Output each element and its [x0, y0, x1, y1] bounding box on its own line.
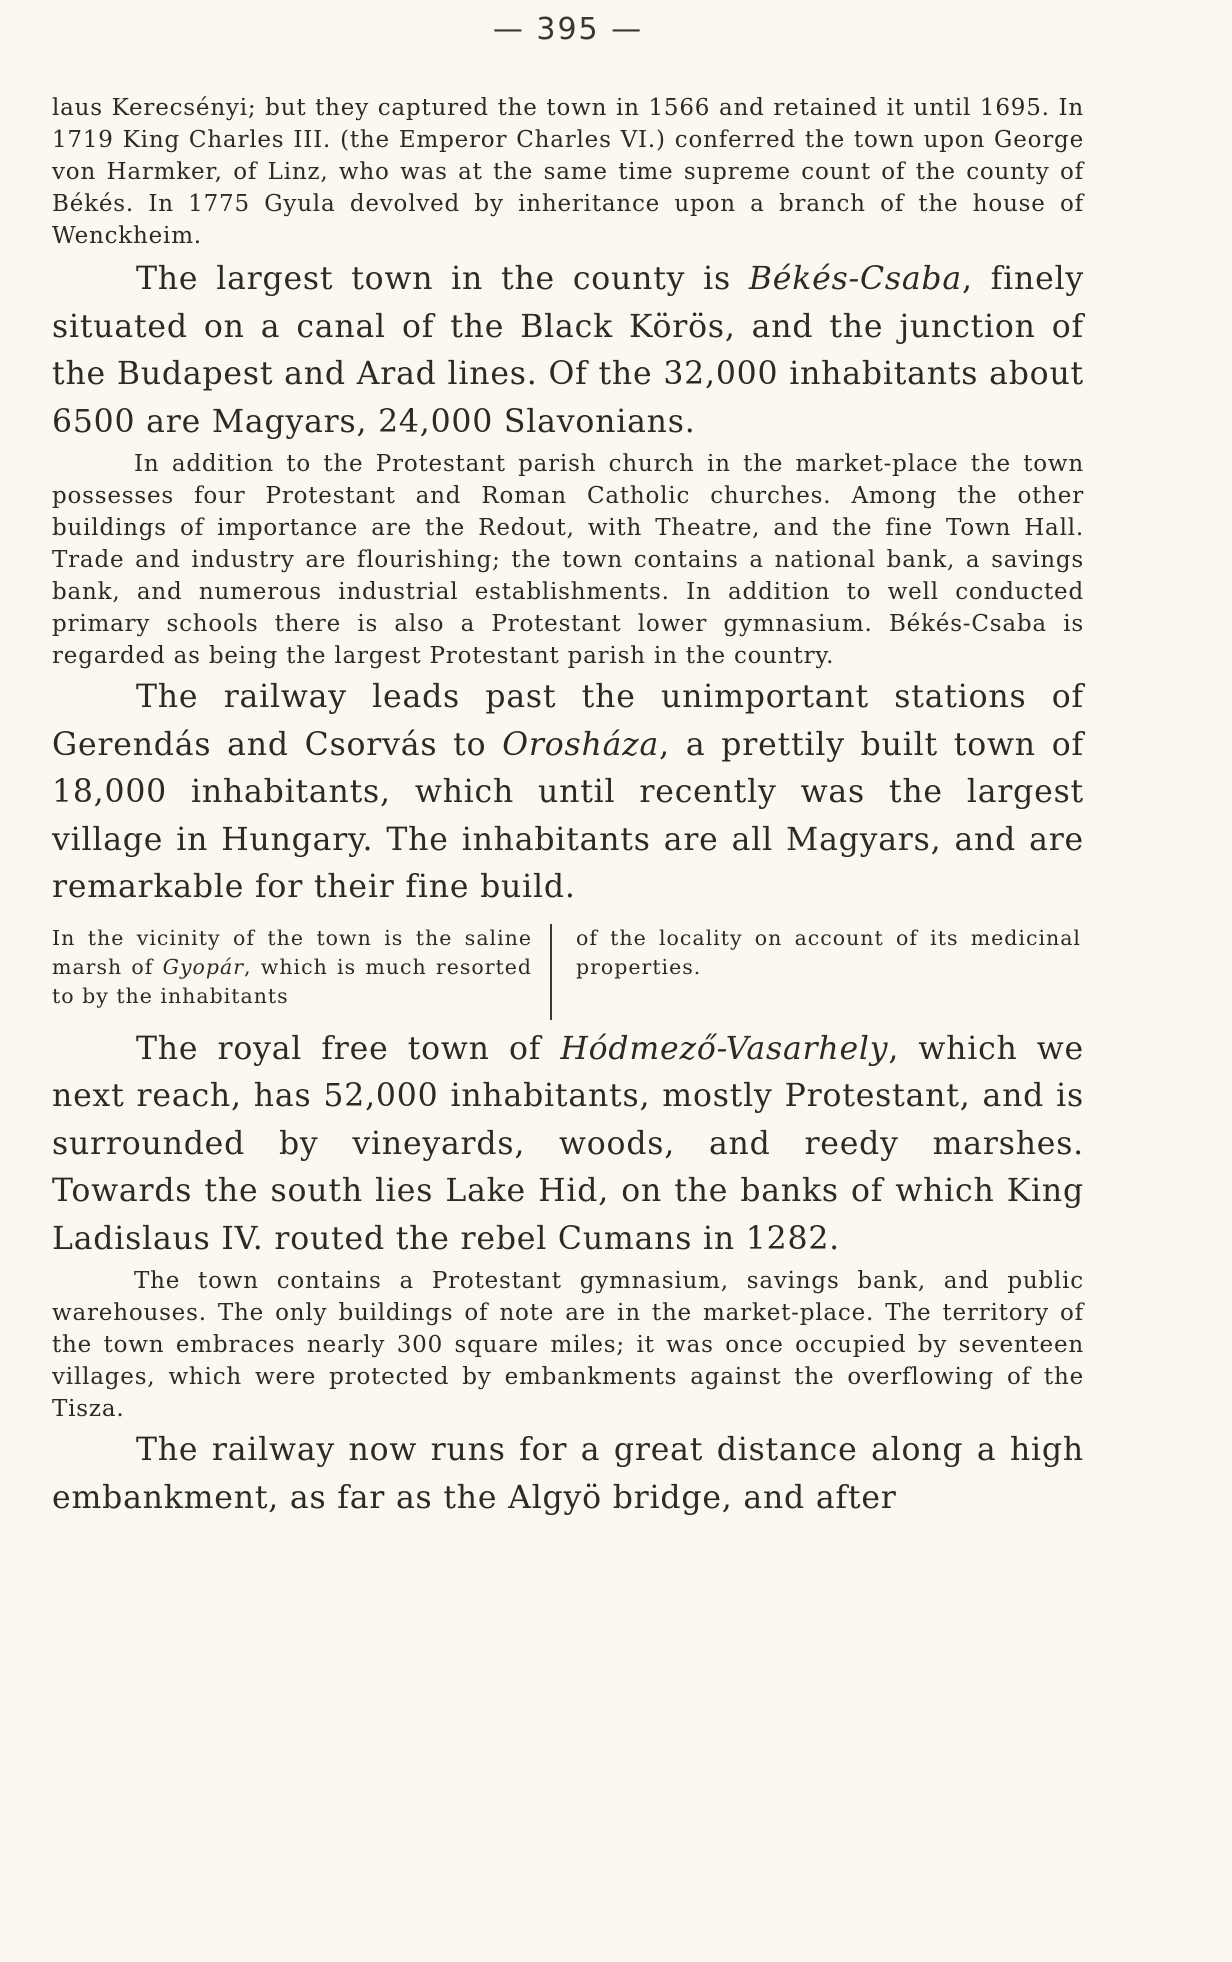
place-name-oroshaza: Orosháza: [502, 726, 660, 763]
paragraph-railway-embankment: The railway now runs for a great distance along a high embankment, as far as the Algyö bridge, and after: [52, 1432, 1084, 1516]
note-column-right: of the locality on account of its medicinal properties.: [576, 925, 1081, 979]
paragraph-bekes-csaba: [52, 256, 1084, 446]
text-segment: The largest town in the county is: [136, 261, 749, 297]
paragraph-bekes-csaba-details: In addition to the Protestant parish church in the market-place the town possesses four Protestant and Roman Catholic churches. Among the other buildings of importance are the Redout, with Theatre, and the fine Town Hall. Trade and industry are flourishing; the town contains a national bank, a savings bank, and numerous industrial establishments. In addition to well conducted primary schools there is also a Protestant lower gymnasium. Békés-Csaba is regarded as being the largest Protestant parish in the country.: [52, 451, 1084, 669]
text-segment: , which is much resorted to by the inhabitants: [52, 954, 532, 1008]
page-number: — 395 —: [492, 12, 644, 47]
text-segment: , which we next reach, has 52,000 inhabitants, mostly Protestant, and is surrounded by vineyards, woods, and reedy marshes. Towards the south lies Lake Hid, on the banks of which King Ladislaus IV. routed the rebel Cumans in 1282.: [52, 1030, 1084, 1257]
place-name-hodmezo-vasarhely: Hódmező-Vasarhely: [560, 1030, 889, 1067]
paragraph-hodmezo-details: The town contains a Protestant gymnasium, savings bank, and public warehouses. The only buildings of note are in the market-place. The territory of the town embraces nearly 300 square miles; it was once occupied by seventeen villages, which were protected by embankments against the overflowing of the Tisza.: [52, 1268, 1084, 1422]
two-column-note: [52, 924, 1084, 1020]
text-segment: The railway leads past the unimportant stations of Gerendás and Csorvás to: [52, 679, 1084, 763]
paragraph-oroshaza: [52, 674, 1084, 912]
text-segment: In the vicinity of the town is the saline marsh of: [52, 925, 532, 979]
page: [52, 0, 1084, 1962]
text-segment: , a prettily built town of 18,000 inhabitants, which until recently was the largest village in Hungary. The inhabitants are all Magyars, and are remarkable for their fine build.: [52, 726, 1084, 905]
place-name-bekes-csaba: Békés-Csaba: [748, 261, 962, 297]
text-segment: The royal free town of: [136, 1030, 561, 1067]
text-segment: , finely situated on a canal of the Black Körös, and the junction of the Budapest and Arad lines. Of the 32,000 inhabitants about 6500 are Magyars, 24,000 Slavonians.: [52, 261, 1084, 440]
note-column-left: [52, 924, 552, 1020]
place-name-gyopar: Gyopár: [162, 954, 245, 979]
paragraph-gyula-history: laus Kerecsényi; but they captured the town in 1566 and retained it until 1695. In 1719 King Charles III. (the Emperor Charles VI.) conferred the town upon George von Harmker, of Linz, who was at the same time supreme count of the county of Békés. In 1775 Gyula devolved by inheritance upon a branch of the house of Wenckheim.: [52, 95, 1084, 249]
paragraph-hodmezo-vasarhely: [52, 1026, 1084, 1264]
